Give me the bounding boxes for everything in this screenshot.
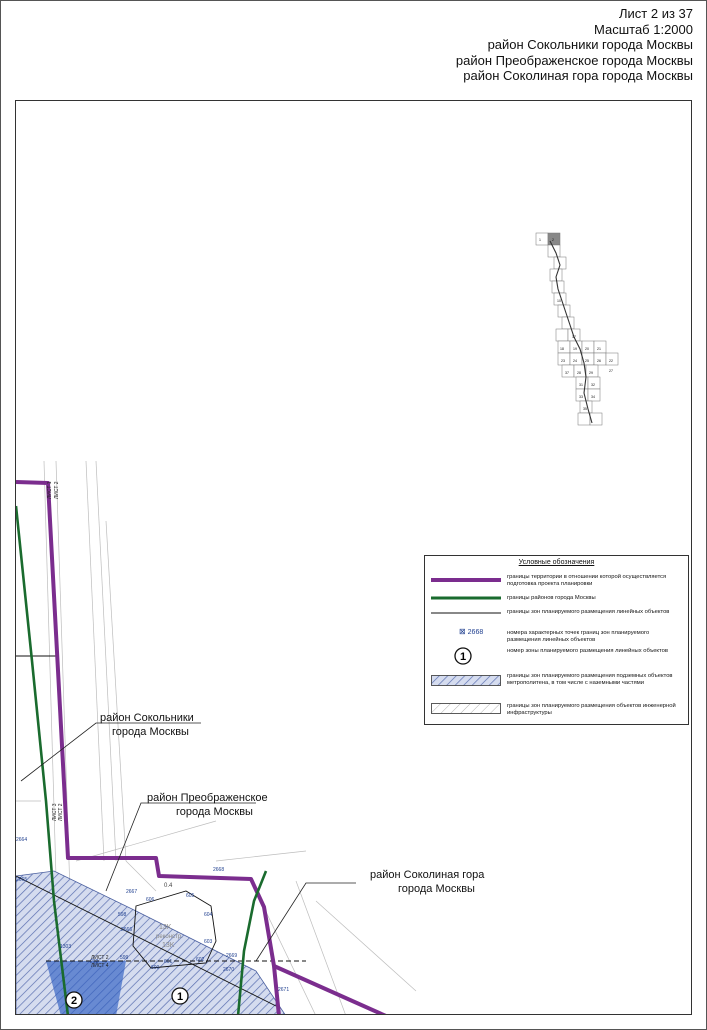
- svg-text:23: 23: [561, 359, 565, 363]
- label-sokolniki-1: район Сокольники: [100, 712, 194, 724]
- svg-text:2: 2: [70, 995, 78, 1007]
- point-label: 604: [204, 912, 213, 918]
- svg-text:22: 22: [609, 359, 613, 363]
- district-title-3: район Соколиная гора города Москвы: [463, 68, 693, 83]
- point-label: 2664: [16, 837, 28, 843]
- mark-list1: ЛИСТ 1: [47, 481, 53, 499]
- point-label: 2669: [226, 953, 238, 959]
- zone-1-marker[interactable]: [172, 988, 188, 1004]
- svg-text:27: 27: [609, 369, 613, 373]
- sheet-header: [456, 6, 693, 84]
- svg-text:13K: 13K: [162, 942, 175, 949]
- mark-list2: ЛИСТ 2: [54, 481, 60, 499]
- svg-text:0.4: 0.4: [164, 883, 173, 889]
- label-preobr-1: район Преображенское: [147, 792, 268, 804]
- svg-text:34: 34: [591, 395, 595, 399]
- map-frame[interactable]: [15, 100, 692, 1015]
- svg-text:35: 35: [583, 407, 587, 411]
- svg-text:19: 19: [573, 347, 577, 351]
- svg-text:17: 17: [572, 335, 576, 339]
- svg-text:реконстр.: реконстр.: [156, 934, 183, 940]
- zone-2-marker[interactable]: [66, 992, 82, 1008]
- point-label: 2671: [278, 987, 290, 993]
- point-label: 1303: [60, 944, 72, 950]
- svg-text:28: 28: [577, 371, 581, 375]
- svg-text:1: 1: [459, 651, 467, 663]
- svg-text:25: 25: [585, 359, 589, 363]
- cross-point-icon: ⊠: [459, 627, 466, 636]
- legend-title: Условные обозначения: [518, 559, 595, 566]
- svg-text:13K: 13K: [159, 924, 172, 931]
- point-label: 2666: [121, 927, 133, 933]
- point-label: 603: [204, 939, 213, 945]
- grey-hatch-symbol: [431, 703, 501, 714]
- svg-text:26: 26: [597, 359, 601, 363]
- point-label: 598: [118, 912, 127, 918]
- black-line-symbol: [431, 609, 501, 617]
- label-sokolinaya-1: район Соколиная гора: [370, 869, 485, 881]
- point-label: 599: [120, 955, 129, 961]
- mark-list3: ЛИСТ 3: [52, 803, 58, 821]
- svg-text:29: 29: [589, 371, 593, 375]
- point-label: 606: [146, 897, 155, 903]
- point-label: 602: [196, 957, 205, 963]
- svg-text:1: 1: [176, 991, 184, 1003]
- svg-text:18: 18: [560, 347, 564, 351]
- district-title-1: район Сокольники города Москвы: [487, 37, 693, 52]
- point-label: 605: [186, 893, 195, 899]
- label-sokolinaya-2: города Москвы: [398, 883, 475, 895]
- svg-text:1: 1: [539, 238, 541, 242]
- sheet-index-map[interactable]: [536, 233, 618, 425]
- svg-text:24: 24: [573, 359, 577, 363]
- svg-text:21: 21: [597, 347, 601, 351]
- point-label: 601: [164, 959, 173, 965]
- point-label: 2667: [126, 889, 138, 895]
- svg-text:37: 37: [565, 371, 569, 375]
- point-label: 202: [90, 959, 99, 965]
- sheet-number: Лист 2 из 37: [619, 6, 693, 21]
- svg-text:20: 20: [585, 347, 589, 351]
- mark-list2c: ЛИСТ 2: [91, 955, 109, 961]
- label-preobr-2: города Москвы: [176, 806, 253, 818]
- legend-point-number: 2668: [467, 629, 484, 636]
- point-label: 600: [151, 965, 160, 971]
- label-sokolniki-2: города Москвы: [112, 726, 189, 738]
- svg-text:10: 10: [557, 299, 561, 303]
- mark-list4: ЛИСТ 4: [91, 963, 109, 969]
- purple-line-symbol: [431, 576, 501, 584]
- blue-hatch-symbol: [431, 675, 501, 686]
- mark-list2b: ЛИСТ 2: [58, 803, 64, 821]
- district-title-2: район Преображенское города Москвы: [455, 52, 693, 68]
- svg-text:2: 2: [552, 238, 554, 242]
- point-label: 2668: [213, 867, 225, 873]
- map-legend: Условные обозначения границы территории в отношении которой осуществляется подготовка проекта планировки границы районов города Москвы границы зон планируемого размещения линейных объектов ⊠ 2668 номера характерных точек границ зон планируемого размещения линейных объектов 1 номер зоны планируемого размещения линейных объектов границы зон планируемого размещения подземных объектов метрополитена, в том числе с наземными частями границы зон планируемого размещения объектов инженерной инфраструктуры: [424, 555, 689, 725]
- green-line-symbol: [431, 594, 501, 602]
- map-scale: Масштаб 1:2000: [594, 21, 693, 37]
- point-label: 2665: [16, 877, 28, 883]
- svg-text:32: 32: [591, 383, 595, 387]
- point-label: 2670: [223, 967, 235, 973]
- svg-text:31: 31: [579, 383, 583, 387]
- svg-text:33: 33: [579, 395, 583, 399]
